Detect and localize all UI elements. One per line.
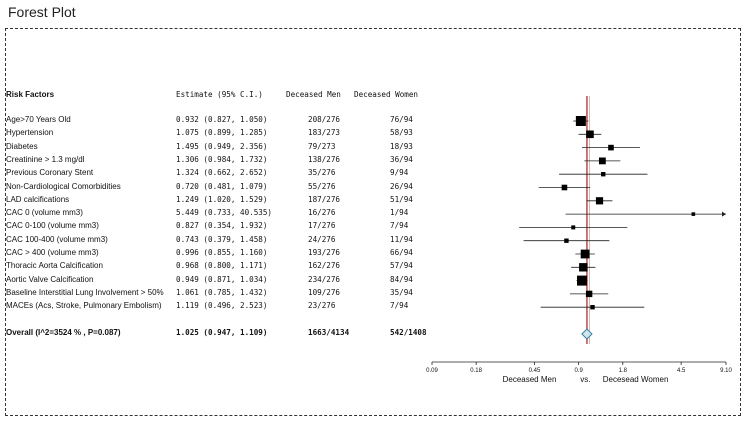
risk-factor-label: MACEs (Acs, Stroke, Pulmonary Embolism) [6,301,162,311]
deceased-women-count: 84/94 [390,274,413,284]
deceased-women-count: 7/94 [390,301,409,311]
risk-factor-label: Previous Coronary Stent [6,168,94,178]
deceased-men-count: 162/276 [308,261,341,271]
estimate-text: 0.968 (0.800, 1.171) [176,261,268,271]
overall-diamond [582,329,592,339]
deceased-women-count: 542/1408 [390,328,427,337]
estimate-text: 0.949 (0.871, 1.034) [176,274,268,284]
point-estimate [692,212,696,216]
deceased-women-count: 26/94 [390,181,413,191]
estimate-text: 1.061 (0.785, 1.432) [176,287,268,297]
point-estimate [596,197,603,204]
header-deceased-men: Deceased Men [286,90,341,99]
estimate-text: 1.306 (0.984, 1.732) [176,154,268,164]
point-estimate [576,116,586,126]
deceased-men-count: 55/276 [308,181,336,191]
header-risk-factors: Risk Factors [6,90,55,99]
estimate-text: 1.119 (0.496, 2.523) [176,301,268,311]
deceased-men-count: 16/276 [308,208,336,218]
x-label-right: Decesead Women [602,375,669,384]
risk-factor-label: Hypertension [6,128,54,138]
point-estimate [599,158,606,165]
risk-factor-label: Non-Cardiological Comorbidities [6,181,121,191]
ci-arrow [722,212,726,217]
estimate-text: 0.932 (0.827, 1.050) [176,115,268,124]
deceased-men-count: 24/276 [308,234,336,244]
estimate-text: 0.827 (0.354, 1.932) [176,221,268,231]
deceased-women-count: 57/94 [390,261,413,271]
point-estimate [590,305,594,309]
deceased-women-count: 66/94 [390,248,413,257]
estimate-text: 0.720 (0.481, 1.079) [176,181,268,191]
point-estimate [601,172,605,176]
deceased-women-count: 76/94 [390,115,413,124]
risk-factor-label: Age>70 Years Old [6,115,71,124]
deceased-men-count: 234/276 [308,274,341,284]
risk-factor-label: Creatinine > 1.3 mg/dl [6,154,85,164]
estimate-text: 1.324 (0.662, 2.652) [176,168,268,178]
deceased-women-count: 58/93 [390,128,413,138]
risk-factor-label: Aortic Valve Calcification [6,274,94,284]
risk-factor-label: CAC 100-400 (volume mm3) [6,234,108,244]
point-estimate [586,131,594,139]
chart-title: Forest Plot [8,4,76,20]
risk-factor-label: Baseline Interstitial Lung Involvement > 50% [6,287,164,297]
estimate-text: 1.495 (0.949, 2.356) [176,141,268,151]
risk-factor-label: LAD calcifications [6,194,70,204]
x-tick-label: 1.8 [618,368,627,374]
point-estimate [581,250,590,259]
deceased-women-count: 51/94 [390,194,413,204]
point-estimate [586,291,592,297]
x-tick-label: 0.9 [574,368,583,374]
x-tick-label: 9.10 [720,368,732,374]
risk-factor-label: CAC 0-100 (volume mm3) [6,221,99,231]
risk-factor-label: Diabetes [6,141,38,151]
deceased-men-count: 17/276 [308,221,336,231]
risk-factor-label: Overall (I^2=3524 % , P=0.087) [6,328,121,337]
point-estimate [562,185,568,191]
deceased-women-count: 1/94 [390,208,409,218]
deceased-men-count: 35/276 [308,168,336,178]
x-label-mid: vs. [580,375,591,384]
point-estimate [571,225,575,229]
deceased-men-count: 1663/4134 [308,328,350,337]
estimate-text: 1.025 (0.947, 1.109) [176,328,268,337]
deceased-men-count: 187/276 [308,194,341,204]
point-estimate [579,263,587,271]
deceased-men-count: 208/276 [308,115,341,124]
deceased-women-count: 7/94 [390,221,409,231]
header-deceased-women: Deceased Women [354,90,419,99]
point-estimate [608,145,614,151]
x-tick-label: 0.45 [528,368,541,374]
x-tick-label: 0.18 [470,368,482,374]
deceased-men-count: 79/273 [308,141,336,151]
estimate-text: 1.075 (0.899, 1.285) [176,128,268,138]
x-tick-label: 4.5 [676,368,686,374]
deceased-women-count: 18/93 [390,141,413,151]
risk-factor-label: Thoracic Aorta Calcification [6,261,103,271]
deceased-men-count: 183/273 [308,128,341,138]
deceased-men-count: 23/276 [308,301,336,311]
x-tick-label: 0.09 [426,368,438,374]
estimate-text: 0.996 (0.855, 1.160) [176,248,268,257]
estimate-text: 5.449 (0.733, 40.535) [176,208,273,218]
deceased-men-count: 193/276 [308,248,341,257]
risk-factor-label: CAC 0 (volume mm3) [6,208,83,218]
deceased-men-count: 138/276 [308,154,341,164]
deceased-women-count: 35/94 [390,287,413,297]
x-label-left: Deceased Men [502,375,557,384]
estimate-text: 1.249 (1.020, 1.529) [176,194,268,204]
point-estimate [564,239,568,243]
header-estimate: Estimate (95% C.I.) [176,90,263,99]
estimate-text: 0.743 (0.379, 1.458) [176,234,268,244]
deceased-men-count: 109/276 [308,287,341,297]
deceased-women-count: 9/94 [390,168,409,178]
deceased-women-count: 11/94 [390,234,413,244]
deceased-women-count: 36/94 [390,154,413,164]
point-estimate [577,276,587,286]
risk-factor-label: CAC > 400 (volume mm3) [6,248,99,257]
